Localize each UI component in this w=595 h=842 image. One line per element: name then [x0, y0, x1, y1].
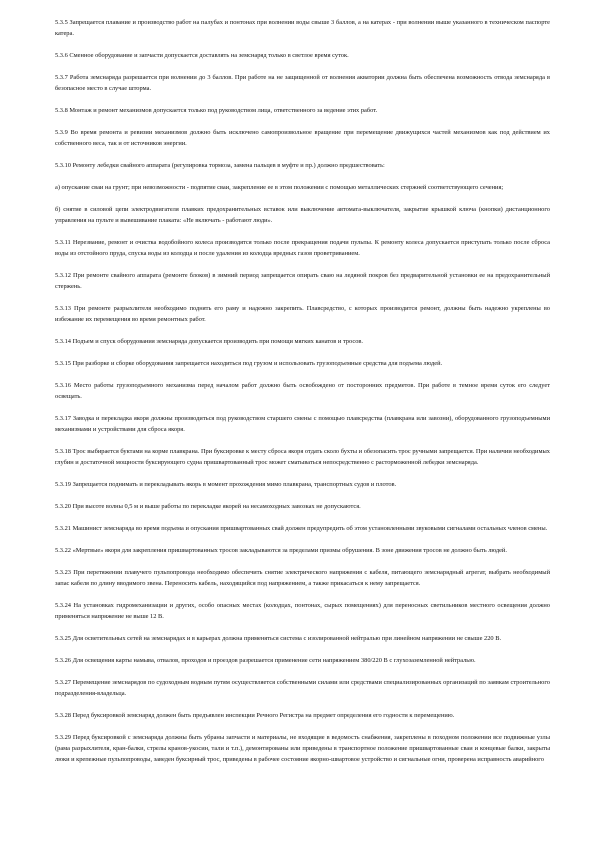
paragraph-5-3-8: 5.3.8 Монтаж и ремонт механизмов допускается только под руководством лица, ответственного за ведение этих работ. — [55, 107, 378, 114]
paragraph-5-3-12: 5.3.12 При ремонте свайного аппарата (ремонте блоков) в зимний период запрещается опирать сваю на ледяной покров без предварительной установки ее на предохранительный стержень. — [55, 272, 550, 290]
paragraph-5-3-6: 5.3.6 Сменное оборудование и запчасти допускается доставлять на земснаряд только в светлое время суток. — [55, 52, 349, 59]
paragraph-5-3-28: 5.3.28 Перед буксировкой земснаряд должен быть предъявлен инспекции Речного Регистра на предмет определения его годности к перемещению. — [55, 712, 455, 719]
paragraph-5-3-26: 5.3.26 Для освещения карты намыва, отвалов, проходов и проездов разрешается применение сети напряжением 380/220 В с глухозаземленной нейтралью. — [55, 657, 476, 664]
paragraph-5-3-21: 5.3.21 Машинист земснаряда во время подъема и опускания пришвартованных свай должен предупредить об этом установленными звуковыми сигналами остальных членов смены. — [55, 525, 548, 532]
paragraph-5-3-11: 5.3.11 Нерезвание, ремонт и очистка водобойного колеса производятся только после прекращения подачи пульпы. К ремонту колеса допускается приступать только после сброса воды из отстойного пруда, спуска воды из колодца и после удаления из колодца вредных газов проветриванием. — [55, 239, 550, 257]
paragraph-5-3-27: 5.3.27 Перемещение земснарядов по судоходным водным путям осуществляется собственными силами или средствами специализированных организаций по заявкам строительного подразделения-владельца. — [55, 679, 550, 697]
paragraph-5-3-20: 5.3.20 При высоте волны 0,5 м и выше работы по перекладке якорей на несамоходных завозках не допускаются. — [55, 503, 361, 510]
paragraph-5-3-17: 5.3.17 Заводка и перекладка якоря должны производиться под руководством старшего смены с помощью плавсредства (плавкрана или завозни), оборудованного грузоподъемными механизмами и устройствами для сброса якоря. — [55, 415, 550, 433]
paragraph-5-3-19: 5.3.19 Запрещается поднимать и перекладывать якорь в момент прохождения мимо плавкрана, транспортных судов и плотов. — [55, 481, 397, 488]
paragraph-5-3-7: 5.3.7 Работа земснаряда разрешается при волнении до 3 баллов. При работе на не защищенной от волнения акватории должна быть обеспечена возможность отвода земснаряда в безопасное место в случае шторма. — [55, 74, 550, 92]
paragraph-5-3-25: 5.3.25 Для осветительных сетей на земснарядах и в карьерах должна применяться система с изолированной нейтралью при линейном напряжении не свыше 220 В. — [55, 635, 502, 642]
paragraph-5-3-22: 5.3.22 «Мертвые» якоря для закрепления пришвартованных тросов закладываются за пределами призмы обрушения. В зоне движения тросов не должно быть людей. — [55, 547, 507, 554]
paragraph-5-3-18: 5.3.18 Трос выбирается буктами на корме плавкрана. При буксировке к месту сброса якоря отдать сколо бухты и обезопасить трос ручными запрещается. При наличии необходимых глубин и достаточной мощности буксирующего судна пришвартованный трос может сматываться непосредственно с расторможенной лебедки земснаряда. — [55, 448, 550, 466]
paragraph-5-3-5: 5.3.5 Запрещается плавание и производство работ на палубах и понтонах при волнении воды свыше 3 баллов, а на катерах - при волнении выше указанного в техническом паспорте катера. — [55, 19, 550, 37]
paragraph-5-3-10-a: а) опускание сваи на грунт; при невозможности - подпятие сваи, закрепление ее в этом положении с помощью металлических стержней соответствующего сечения; — [55, 184, 504, 191]
paragraph-5-3-15: 5.3.15 При разборке и сборке оборудования запрещается находиться под грузом и использовать грузоподъемные средства для подъема людей. — [55, 360, 443, 367]
paragraph-5-3-9: 5.3.9 Во время ремонта и ревизии механизмов должно быть исключено самопроизвольное вращение при перемещение движущихся частей механизмов как под действием их собственного веса, так и от источников энергии. — [55, 129, 550, 147]
paragraph-5-3-16: 5.3.16 Место работы грузоподъемного механизма перед началом работ должно быть освобождено от посторонних предметов. При работе в темное время суток его следует освещать. — [55, 382, 550, 400]
document-body — [55, 17, 550, 776]
paragraph-5-3-29: 5.3.29 Перед буксировкой с земснаряда должны быть убраны запчасти и материалы, не входящие в ведомость снабжения, закреплены в походном положении все подвижные узлы (рама разрыхлителя, кран-балки, стрелы кранов-укосин, тали и т.п.), демонтированы или приведены в транспортное положение пришвартованные сваи и концевые балки, закрыты люки и крепежные пульпопроводы, заведен буксирный трос, приведены в рабочее состояние якорно-швартовое устройство и сигнальные огни, проверена исправность аварийного — [55, 734, 550, 763]
paragraph-5-3-10-b: б) снятие в силовой цепи электродвигателя плавких предохранительных вставок или выключение автомата-выключателя, закрытие крышкой ключа (кнопки) дистанционного управления на пульте и вывешивание плаката: «Не включать - работают люди». — [55, 206, 550, 224]
paragraph-5-3-23: 5.3.23 При перетяжении плавучего пульпопровода необходимо обеспечить снятие электрического напряжения с кабеля, питающего земснарядный агрегат, выбрать необходимый запас кабеля по длину вводимого звена. Переносить кабель, находящийся под напряжением, а также прикасаться к нему запрещается. — [55, 569, 550, 587]
paragraph-5-3-10: 5.3.10 Ремонту лебедки свайного аппарата (регулировка тормоза, замена пальцев в муфте и пр.) должно предшествовать: — [55, 162, 385, 169]
paragraph-5-3-14: 5.3.14 Подъем и спуск оборудования земснаряда допускается производить при помощи мягких канатов и тросов. — [55, 338, 364, 345]
paragraph-5-3-13: 5.3.13 При ремонте разрыхлителя необходимо поднять его раму и надежно закрепить. Плавсредство, с которых производится ремонт, должны быть надежно укреплены во избежание их перемещения во время ремонтных работ. — [55, 305, 550, 323]
paragraph-5-3-24: 5.3.24 На установках гидромеханизации и других, особо опасных местах (колодцах, понтонах, сырых помещениях) для переносных светильников местного освещения должно применяться напряжение не выше 12 В. — [55, 602, 550, 620]
